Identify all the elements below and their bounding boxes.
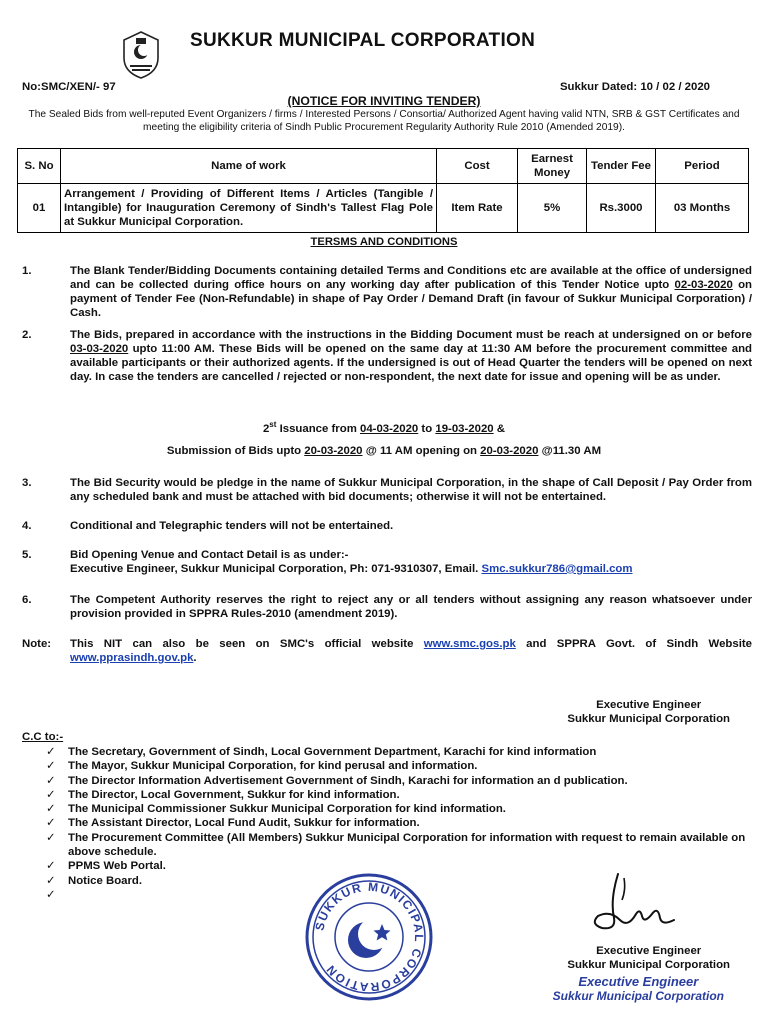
table-row: [18, 184, 749, 233]
cc-label: C.C to:-: [22, 731, 64, 743]
deadline-date: 02-03-2020: [674, 279, 733, 291]
check-icon: ✓: [46, 774, 56, 787]
list-item: ✓ The Mayor, Sukkur Municipal Corporation, for kind perusal and information.: [46, 760, 478, 773]
column-header-period: Period: [656, 149, 749, 184]
page-title: SUKKUR MUNICIPAL CORPORATION: [190, 30, 536, 51]
corporation-logo: [118, 30, 164, 80]
note: [22, 637, 752, 667]
signatory-title: Executive Engineer: [596, 699, 702, 711]
signature-block-top: [567, 698, 730, 726]
notice-heading: (NOTICE FOR INVITING TENDER): [287, 94, 481, 108]
list-item: ✓ The Procurement Committee (All Members) Sukkur Municipal Corporation for information with request to remain available on above schedule.: [46, 831, 746, 859]
term-text: Conditional and Telegraphic tenders will not be entertained.: [70, 520, 394, 532]
term-4: [22, 519, 752, 535]
intro-paragraph: The Sealed Bids from well-reputed Event Organizers / firms / Interested Persons / Consortia/ Authorized Agent having valid NTN, SRB & GST Certificates and meeting the eligibility criteria of Sindh Public Procurement Regularity Authority Rule 2010 (Amended 2019).: [28, 109, 740, 133]
handwritten-signature: [580, 870, 680, 940]
note-label: Note:: [22, 638, 52, 650]
term-3: [22, 476, 752, 506]
term-number: 5.: [22, 549, 32, 561]
list-item: ✓ The Director, Local Government, Sukkur for kind information.: [46, 788, 400, 801]
emblem-icon: [118, 30, 164, 80]
contact-email-link[interactable]: Smc.sukkur786@gmail.com: [481, 563, 633, 575]
table-header-row: [18, 149, 749, 184]
cell-sno: 01: [18, 184, 61, 233]
term-number: 3.: [22, 477, 32, 489]
cell-period: 03 Months: [656, 184, 749, 233]
term-text: The Blank Tender/Bidding Documents containing detailed Terms and Conditions etc are available at the office of undersigned and can be collected during office hours on any working day after publication of this Tender Notice upto 02-03-2020 on payment of Tender Fee (Non-Refundable) in shape of Pay Order / Demand Draft (in favour of Sukkur Municipal Corporation) / Cash.: [70, 265, 752, 319]
term-number: 4.: [22, 520, 32, 532]
list-item: ✓ The Secretary, Government of Sindh, Local Government Department, Karachi for kind information: [46, 746, 597, 758]
term-2: [22, 328, 752, 400]
list-item: ✓ PPMS Web Portal.: [46, 860, 166, 873]
term-text: The Competent Authority reserves the right to reject any or all tenders without assigning any reason whatsoever under provision provided in SPPRA Rules-2010 (amendment 2019).: [70, 594, 752, 620]
designation-stamp: Executive Engineer Sukkur Municipal Corporation: [552, 974, 724, 1003]
terms-heading: TERSMS AND CONDITIONS: [310, 236, 458, 248]
seal-icon: [304, 872, 434, 1002]
term-number: 1.: [22, 265, 32, 277]
check-icon: ✓: [46, 817, 56, 830]
column-header-cost: Cost: [437, 149, 518, 184]
cell-cost: Item Rate: [437, 184, 518, 233]
check-icon: ✓: [46, 860, 56, 873]
check-icon: ✓: [46, 831, 56, 844]
check-icon: ✓: [46, 760, 56, 773]
seal-text: SUKKUR MUNICIPAL CORPORATION: [312, 879, 427, 995]
cell-earnest-money: 5%: [518, 184, 587, 233]
term-6: [22, 593, 752, 623]
signature-block-bottom: [567, 944, 730, 972]
bid-deadline-date: 03-03-2020: [70, 343, 129, 355]
sppra-website-link[interactable]: www.pprasindh.gov.pk: [70, 652, 194, 664]
smc-website-link[interactable]: www.smc.gos.pk: [423, 638, 516, 650]
check-icon: ✓: [46, 803, 56, 816]
note-text: This NIT can also be seen on SMC's official website www.smc.gos.pk and SPPRA Govt. of Sindh Website www.pprasindh.gov.pk.: [70, 638, 752, 664]
column-header-earnest: Earnest Money: [518, 149, 587, 184]
signatory-org: Sukkur Municipal Corporation: [567, 713, 730, 725]
list-item: ✓ Notice Board.: [46, 874, 143, 887]
list-item: ✓ The Municipal Commissioner Sukkur Municipal Corporation for kind information.: [46, 803, 506, 816]
tender-table: [17, 148, 749, 233]
signatory-org: Sukkur Municipal Corporation: [567, 959, 730, 971]
official-seal: [304, 872, 434, 1002]
column-header-name: Name of work: [61, 149, 437, 184]
column-header-fee: Tender Fee: [587, 149, 656, 184]
term-text: The Bids, prepared in accordance with the instructions in the Bidding Document must be reach at undersigned on or before 03-03-2020 upto 11:00 AM. These Bids will be opened on the same day at 11:30 AM before the procurement committee and available participants or their authorized agents. If the undersigned is out of Head Quarter the tenders will be opened on next day. In case the tenders are cancelled / rejected or non-respondent, the next date for issue and opening will be as under.: [70, 329, 752, 383]
term-5: [22, 548, 752, 578]
signatory-title: Executive Engineer: [596, 945, 702, 957]
signature-icon: [580, 870, 680, 940]
term-number: 6.: [22, 594, 32, 606]
term-text: The Bid Security would be pledge in the name of Sukkur Municipal Corporation, in the shape of Call Deposit / Pay Order from any scheduled bank and must be attached with bid documents; otherwise it will not be entertained.: [70, 477, 752, 503]
reference-number: No:SMC/XEN/- 97: [22, 81, 116, 93]
cell-tender-fee: Rs.3000: [587, 184, 656, 233]
term-1: [22, 264, 752, 322]
issuance-line: 2st Issuance from 04-03-2020 to 19-03-2020 &: [262, 420, 506, 435]
check-icon: ✓: [46, 788, 56, 801]
list-item: ✓ The Assistant Director, Local Fund Audit, Sukkur for information.: [46, 817, 420, 830]
column-header-sno: S. No: [18, 149, 61, 184]
notice-date: Sukkur Dated: 10 / 02 / 2020: [559, 81, 710, 93]
submission-line: Submission of Bids upto 20-03-2020 @ 11 AM opening on 20-03-2020 @11.30 AM: [166, 445, 602, 457]
check-icon: ✓: [46, 746, 56, 758]
list-item: ✓ The Director Information Advertisement Government of Sindh, Karachi for information an d publication.: [46, 774, 628, 787]
check-icon: ✓: [46, 888, 56, 901]
check-icon: ✓: [46, 874, 56, 887]
term-text: Bid Opening Venue and Contact Detail is as under:- Executive Engineer, Sukkur Municipal Corporation, Ph: 071-9310307, Email. Smc.sukkur786@gmail.com: [70, 549, 633, 575]
term-number: 2.: [22, 329, 32, 341]
cell-name-of-work: Arrangement / Providing of Different Items / Articles (Tangible / Intangible) for Inauguration Ceremony of Sindh's Tallest Flag Pole at Sukkur Municipal Corporation.: [61, 184, 437, 233]
